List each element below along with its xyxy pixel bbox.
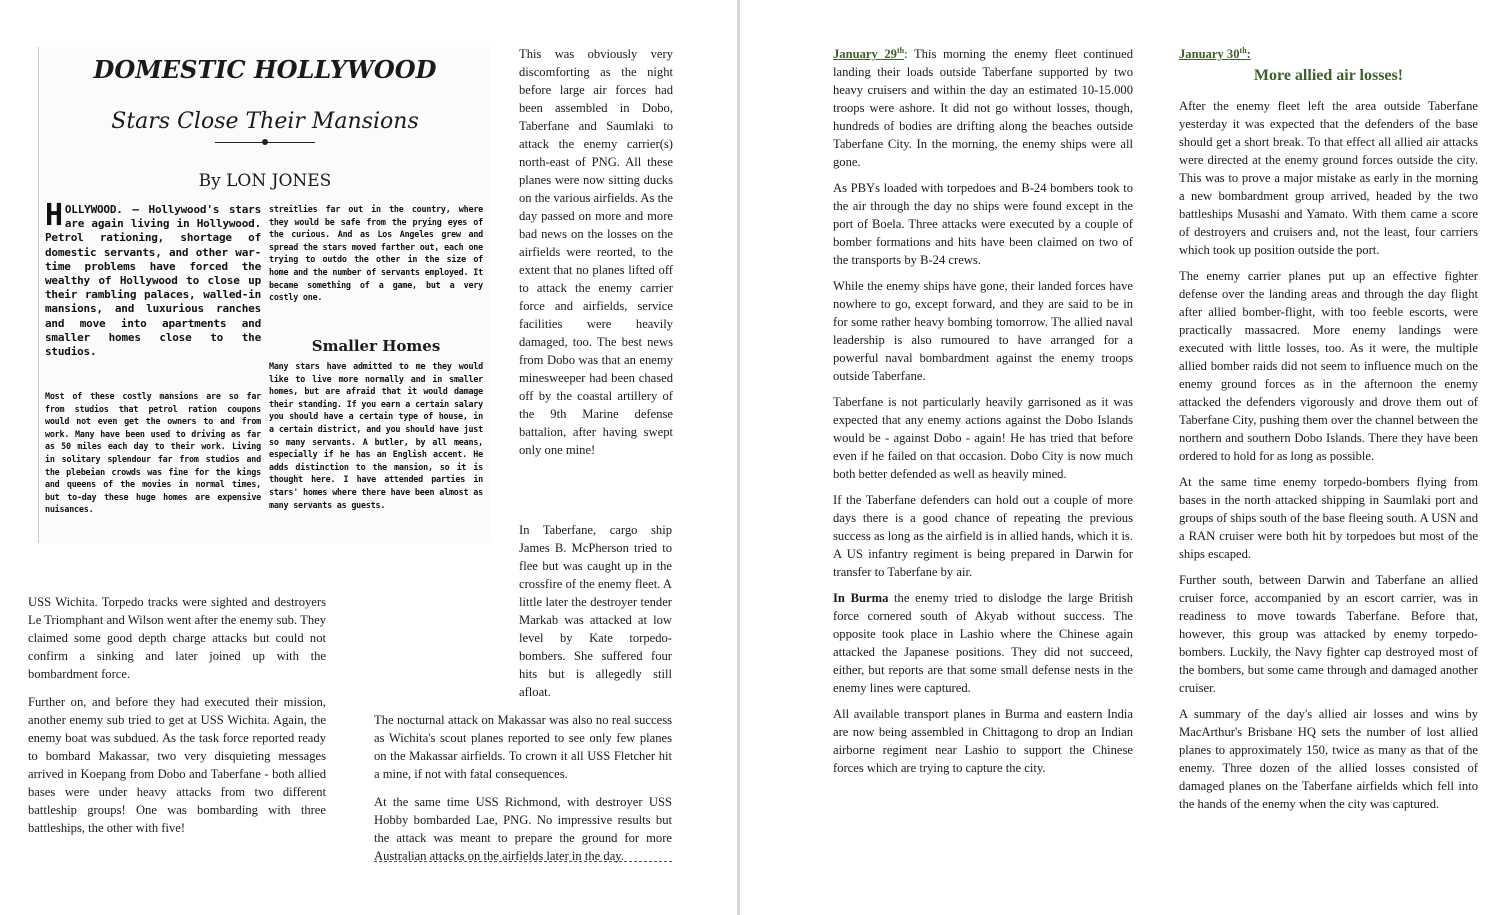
date-heading-jan29: January 29th	[833, 45, 905, 61]
right-column-2	[1179, 45, 1478, 821]
clipping-column-1-lead	[45, 198, 261, 359]
paragraph: All available transport planes in Burma and eastern India are now being assembled in Chittagong to drop an Indian airborne regiment near Lashio to support the Chinese forces which are trying to capture the city.	[833, 707, 1133, 775]
paragraph: January 29th: This morning the enemy fleet continued landing their loads outside Taberfane supported by two heavy cruisers and within the day an estimated 10-15.000 troops were ashore. It did not go without losses, though, hundreds of bodies are drifting along the beaches outside Taberfane City. In the morning, the enemy ships were all gone.	[833, 45, 1134, 169]
paragraph: This was obviously very discomforting as the night before large air forces had been assembled in Dobo, Taberfane and Saumlaki to attack the enemy carrier(s) north-east of PNG. All these planes were now sitting ducks on the various airfields. As the day passed on more and more bad news on the losses on the airfields were reorted, to the extent that no planes lifted off to attack the enemy carrier force and airfields, service facilities were heavily damaged, too. The best news from Dobo was that an enemy minesweeper had been chased off by the coastal artillery of the 9th Marine defense battalion, after having swept only one mine!	[519, 47, 673, 457]
clipping-subtitle: Stars Close Their Mansions	[111, 109, 419, 134]
clipping-lead-text: OLLYWOOD. — Hollywood's stars are again living in Hollywood. Petrol rationing, shortage of domestic servants, and other war-time problems have forced the wealthy of Hollywood to close up their rambling palaces, walled-in mansions, and luxurious ranches and move into apartments and smaller homes close to the studios.	[45, 203, 261, 359]
paragraph: Further south, between Darwin and Taberfane an allied cruiser force, accompanied by an escort carrier, was in readiness to move towards Taberfane. Before that, however, this group was attacked by enemy torpedo-bombers. Luckily, the Navy fighter cap destroyed most of the bombers, but some came through and damaged another cruiser.	[1179, 573, 1478, 695]
column-divider	[374, 861, 672, 862]
paragraph: As PBYs loaded with torpedoes and B-24 bombers took to the air through the day no ships were found except in the port of Boela. Three attacks were executed by a couple of bomber formations and hits have been claimed on two of the transports by B-24 crews.	[833, 181, 1133, 267]
paragraph: At the same time USS Richmond, with destroyer USS Hobby bombarded Lae, PNG. No impressive results but the attack was meant to prepare the ground for more Australian attacks on the airfields later in the day.	[374, 795, 672, 863]
left-column-2-bottom	[374, 521, 672, 875]
date-heading-jan30: January 30th:	[1179, 45, 1251, 61]
paragraph: If the Taberfane defenders can hold out a couple of more days there is a good chance of repeating the previous success as long as the airfield is in allied hands, which it is. A US infantry regiment is being prepared in Darwin for transfer to Taberfane by air.	[833, 493, 1133, 579]
title-rule-dot	[262, 139, 268, 145]
clipping-dropcap: H	[45, 198, 63, 233]
left-page	[0, 0, 737, 915]
clipping-column-2-bottom: Many stars have admitted to me they would like to live more normally and in smaller homes, but are afraid that it would damage their standing. If you earn a certain salary you should have a certain type of house, in a certain district, and you should have just so many servants. A butler, by all means, especially if he has an English accent. He adds distinction to the mansion, so it is thought here. I have attended parties in stars' homes where there have been almost as many servants as guests.	[269, 361, 483, 510]
paragraph: USS Wichita. Torpedo tracks were sighted and destroyers Le Triomphant and Wilson went after the enemy sub. They claimed some good depth charge attacks but could not confirm a sinking and later joined up with the bombardment force.	[28, 595, 326, 681]
newspaper-clipping	[38, 47, 491, 543]
clipping-byline: By LON JONES	[198, 171, 332, 191]
paragraph: Taberfane is not particularly heavily garrisoned as it was expected that any enemy actions against the Dobo Islands would be - against Dobo - again! He has tried that before even if he failed on that occasion. Dobo City is now much both better defended as well as heavily mined.	[833, 395, 1133, 481]
clipping-column-2-top: streitlies far out in the country, where they would be safe from the prying eyes of the curious. And as Los Angeles grew and spread the stars moved farther out, each one trying to outdo the other in the size of home and the number of servants employed. It became something of a game, but a very costly one.	[269, 204, 483, 303]
clipping-column-1-body: Most of these costly mansions are so far from studios that petrol ration coupons would not even get the owners to and from work. Many have been used to driving as far as 50 miles each day to their work. Living in solitary splendour far from studios and the plebeian crowds was fine for the kings and queens of the movies in normal times, but to-day these huge homes are expensive nuisances.	[45, 391, 261, 515]
section-headline: More allied air losses!	[1253, 67, 1404, 84]
right-page	[740, 0, 1505, 915]
paragraph: In Burma the enemy tried to dislodge the large British force cornered south of Akyab without success. The opposite took place in Lashio where the Chinese again attacked the Japanese positions. They did not succeed, either, but reports are that some small defense nests in the enemy lines were captured.	[833, 591, 1133, 695]
paragraph: Further on, and before they had executed their mission, another enemy sub tried to get at USS Wichita. Again, the enemy boat was subdued. As the task force reported ready to bombard Makassar, two very disquieting messages arrived in Koepang from Dobo and Taberfane - both allied bases were under heavy attacks from two different battleship groups! One was bombarding with three battleships, the other with five!	[28, 695, 326, 835]
clipping-subheading: Smaller Homes	[311, 337, 441, 355]
clipping-title: DOMESTIC HOLLYWOOD	[93, 55, 437, 84]
paragraph: The enemy carrier planes put up an effective fighter defense over the landing areas and through the day flight after allied bomber-flight, with too feeble escorts, were practically massacred. More enemy landings were executed with little losses, too. As it were, the multiple allied bomber raids did not seem to influence much on the enemy ground forces as in the afternoon the enemy attacked the defenders vigorously and drove them out of Taberfane City, pushing them over the channel between the northern and southern Dobo Islands. There they have been ordered to hold for as long as possible.	[1179, 269, 1478, 463]
paragraph: At the same time enemy torpedo-bombers flying from bases in the north attacked shipping in Saumlaki port and groups of ships south of the base fleeing south. A USN and a RAN cruiser were both hit by torpedoes but most of the ships escaped.	[1179, 475, 1478, 561]
right-column-1	[833, 45, 1133, 785]
paragraph: After the enemy fleet left the area outside Taberfane yesterday it was expected that the defenders of the base should get a short break. To that effect all allied air attacks were directed at the enemy ground forces outside the city. This was to prove a major mistake as early in the morning a new bombardment group arrived, headed by the two battleships Musashi and Yamato. With them came a score of destroyers and cruisers and, not the least, four carriers which took up position outside the port.	[1179, 99, 1478, 257]
paragraph: The nocturnal attack on Makassar was also no real success as Wichita's scout planes reported to see only few planes on the Makassar airfields. To crown it all USS Fletcher hit a mine, if not with fatal consequences.	[374, 713, 672, 781]
paragraph: In Taberfane, cargo ship James B. McPherson tried to flee but was caught up in the crossfire of the enemy fleet. A little later the destroyer tender Markab was attacked at low level by Kate torpedo-bombers. She suffered four hits but is allegedly still afloat.	[519, 523, 672, 699]
paragraph: A summary of the day's allied air losses and wins by MacArthur's Brisbane HQ sets the number of lost allied planes to approximately 150, twice as many as that of the enemy. Three dozen of the allied losses consisted of damaged planes on the Taberfane airfields which fell into the hands of the enemy when the city was captured.	[1179, 707, 1478, 811]
left-column-2-top	[519, 45, 673, 469]
left-column-1	[28, 593, 326, 847]
paragraph: While the enemy ships have gone, their landed forces have nowhere to go, except forward, and they are said to be in for some rather heavy bombing tomorrow. The allied naval leadership is also rumoured to have arranged for a powerful naval bombardment against the enemy troops outside Taberfane.	[833, 279, 1133, 383]
